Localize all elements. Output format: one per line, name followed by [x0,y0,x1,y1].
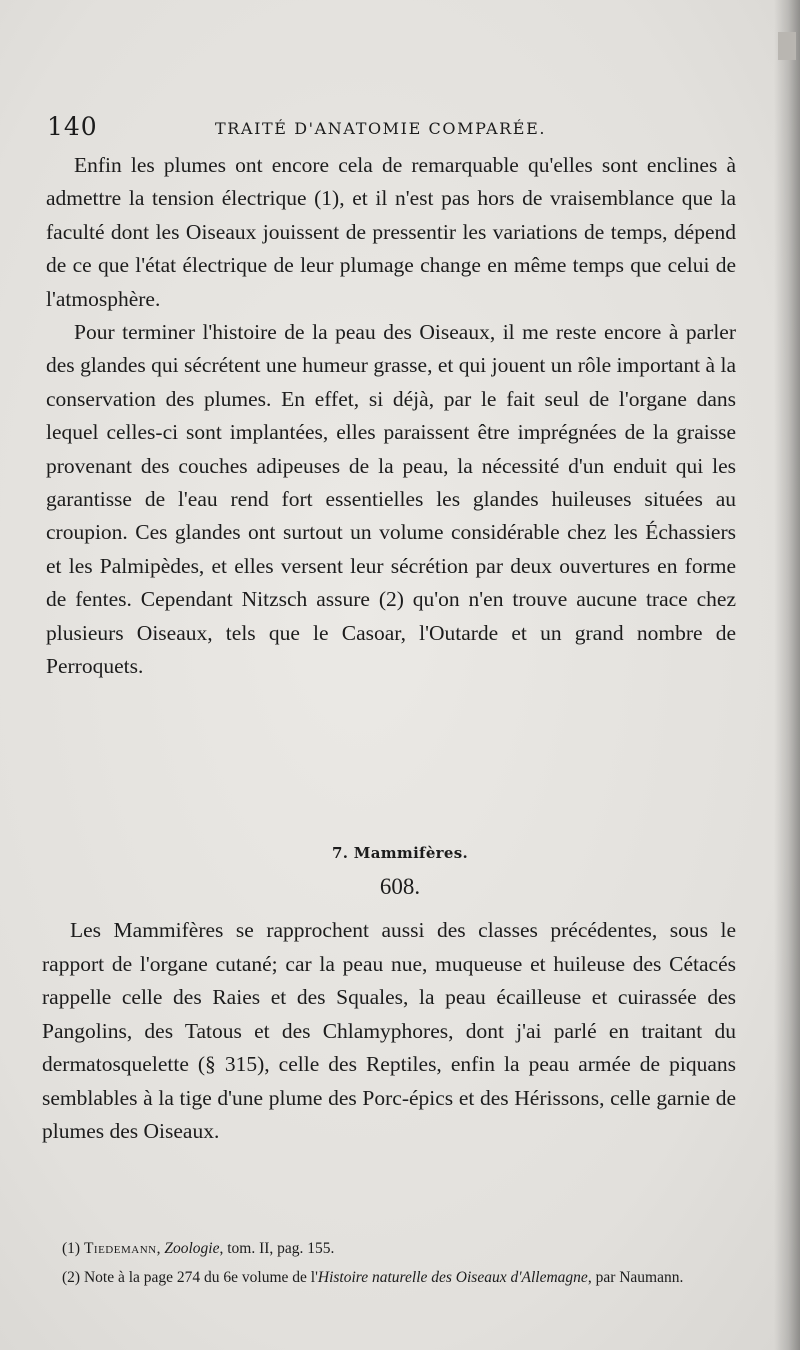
section-heading: 7. Mammifères. [332,844,468,862]
paragraph-2: Pour terminer l'histoire de la peau des Oiseaux, il me reste encore à parler des glandes qui sécrétent une humeur grasse, et qui jouent un rôle important à la conservation des plumes. En effet, si déjà, par le fait seul de l'organe dans lequel celles-ci sont implantées, elles paraissent être imprégnées de la graisse provenant des couches adipeuses de la peau, la nécessité d'un enduit qui les garantisse de l'eau rend fort essentielles les glandes huileuses situées au croupion. Ces glandes ont surtout un volume considérable chez les Échassiers et les Palmipèdes, et elles versent leur sécrétion par deux ouvertures en forme de fentes. Cependant Nitzsch assure (2) qu'on n'en trouve aucune trace chez plusieurs Oiseaux, tels que le Casoar, l'Outarde et un grand nombre de Perroquets. [46,320,736,679]
page-edge-shadow [774,0,800,1350]
footnote-1-work: Zoologie [164,1240,220,1257]
footnotes [46,1234,740,1292]
footnote-2 [46,1263,740,1292]
main-text [46,149,736,684]
footnote-2-suffix: , par Naumann. [587,1269,684,1286]
footnote-1-rest: , tom. II, pag. 155. [219,1240,335,1257]
page-number: 140 [47,112,98,141]
paragraph-number: 608. [379,874,421,899]
page-tab [778,32,796,60]
running-head [47,112,737,142]
footnote-2-marker: (2) [62,1269,81,1286]
footnote-1: (1) Tiedemann, Zoologie, tom. II, pag. 155. [62,1240,335,1257]
footnote-1-author: Tiedemann [83,1240,157,1257]
header-title: TRAITÉ D'ANATOMIE COMPARÉE. [215,119,547,138]
paragraph-1: Enfin les plumes ont encore cela de remarquable qu'elles sont enclines à admettre la tension électrique (1), et il n'est pas hors de vraisemblance que la faculté dont les Oiseaux jouissent de pressentir les variations de temps, dépend de ce que l'état électrique de leur plumage change en même temps que celui de l'atmosphère. [46,153,736,311]
paragraph-3: Les Mammifères se rapprochent aussi des classes précédentes, sous le rapport de l'organe cutané; car la peau nue, muqueuse et huileuse des Cétacés rappelle celle des Raies et des Squales, la peau écailleuse et cuirassée des Pangolins, des Tatous et des Chlamyphores, dont j'ai parlé en traitant du dermatosquelette (§ 315), celle des Reptiles, enfin la peau armée de piquans semblables à la tige d'une plume des Porc-épics et des Hérissons, celle garnie de plumes des Oiseaux. [42,918,736,1143]
footnote-2-prefix: Note à la page 274 du 6e volume de l' [83,1269,318,1286]
footnote-1-marker: (1) [62,1240,81,1257]
main-text-2 [42,914,736,1149]
footnote-2-work: Histoire naturelle des Oiseaux d'Allemagne [317,1269,588,1286]
